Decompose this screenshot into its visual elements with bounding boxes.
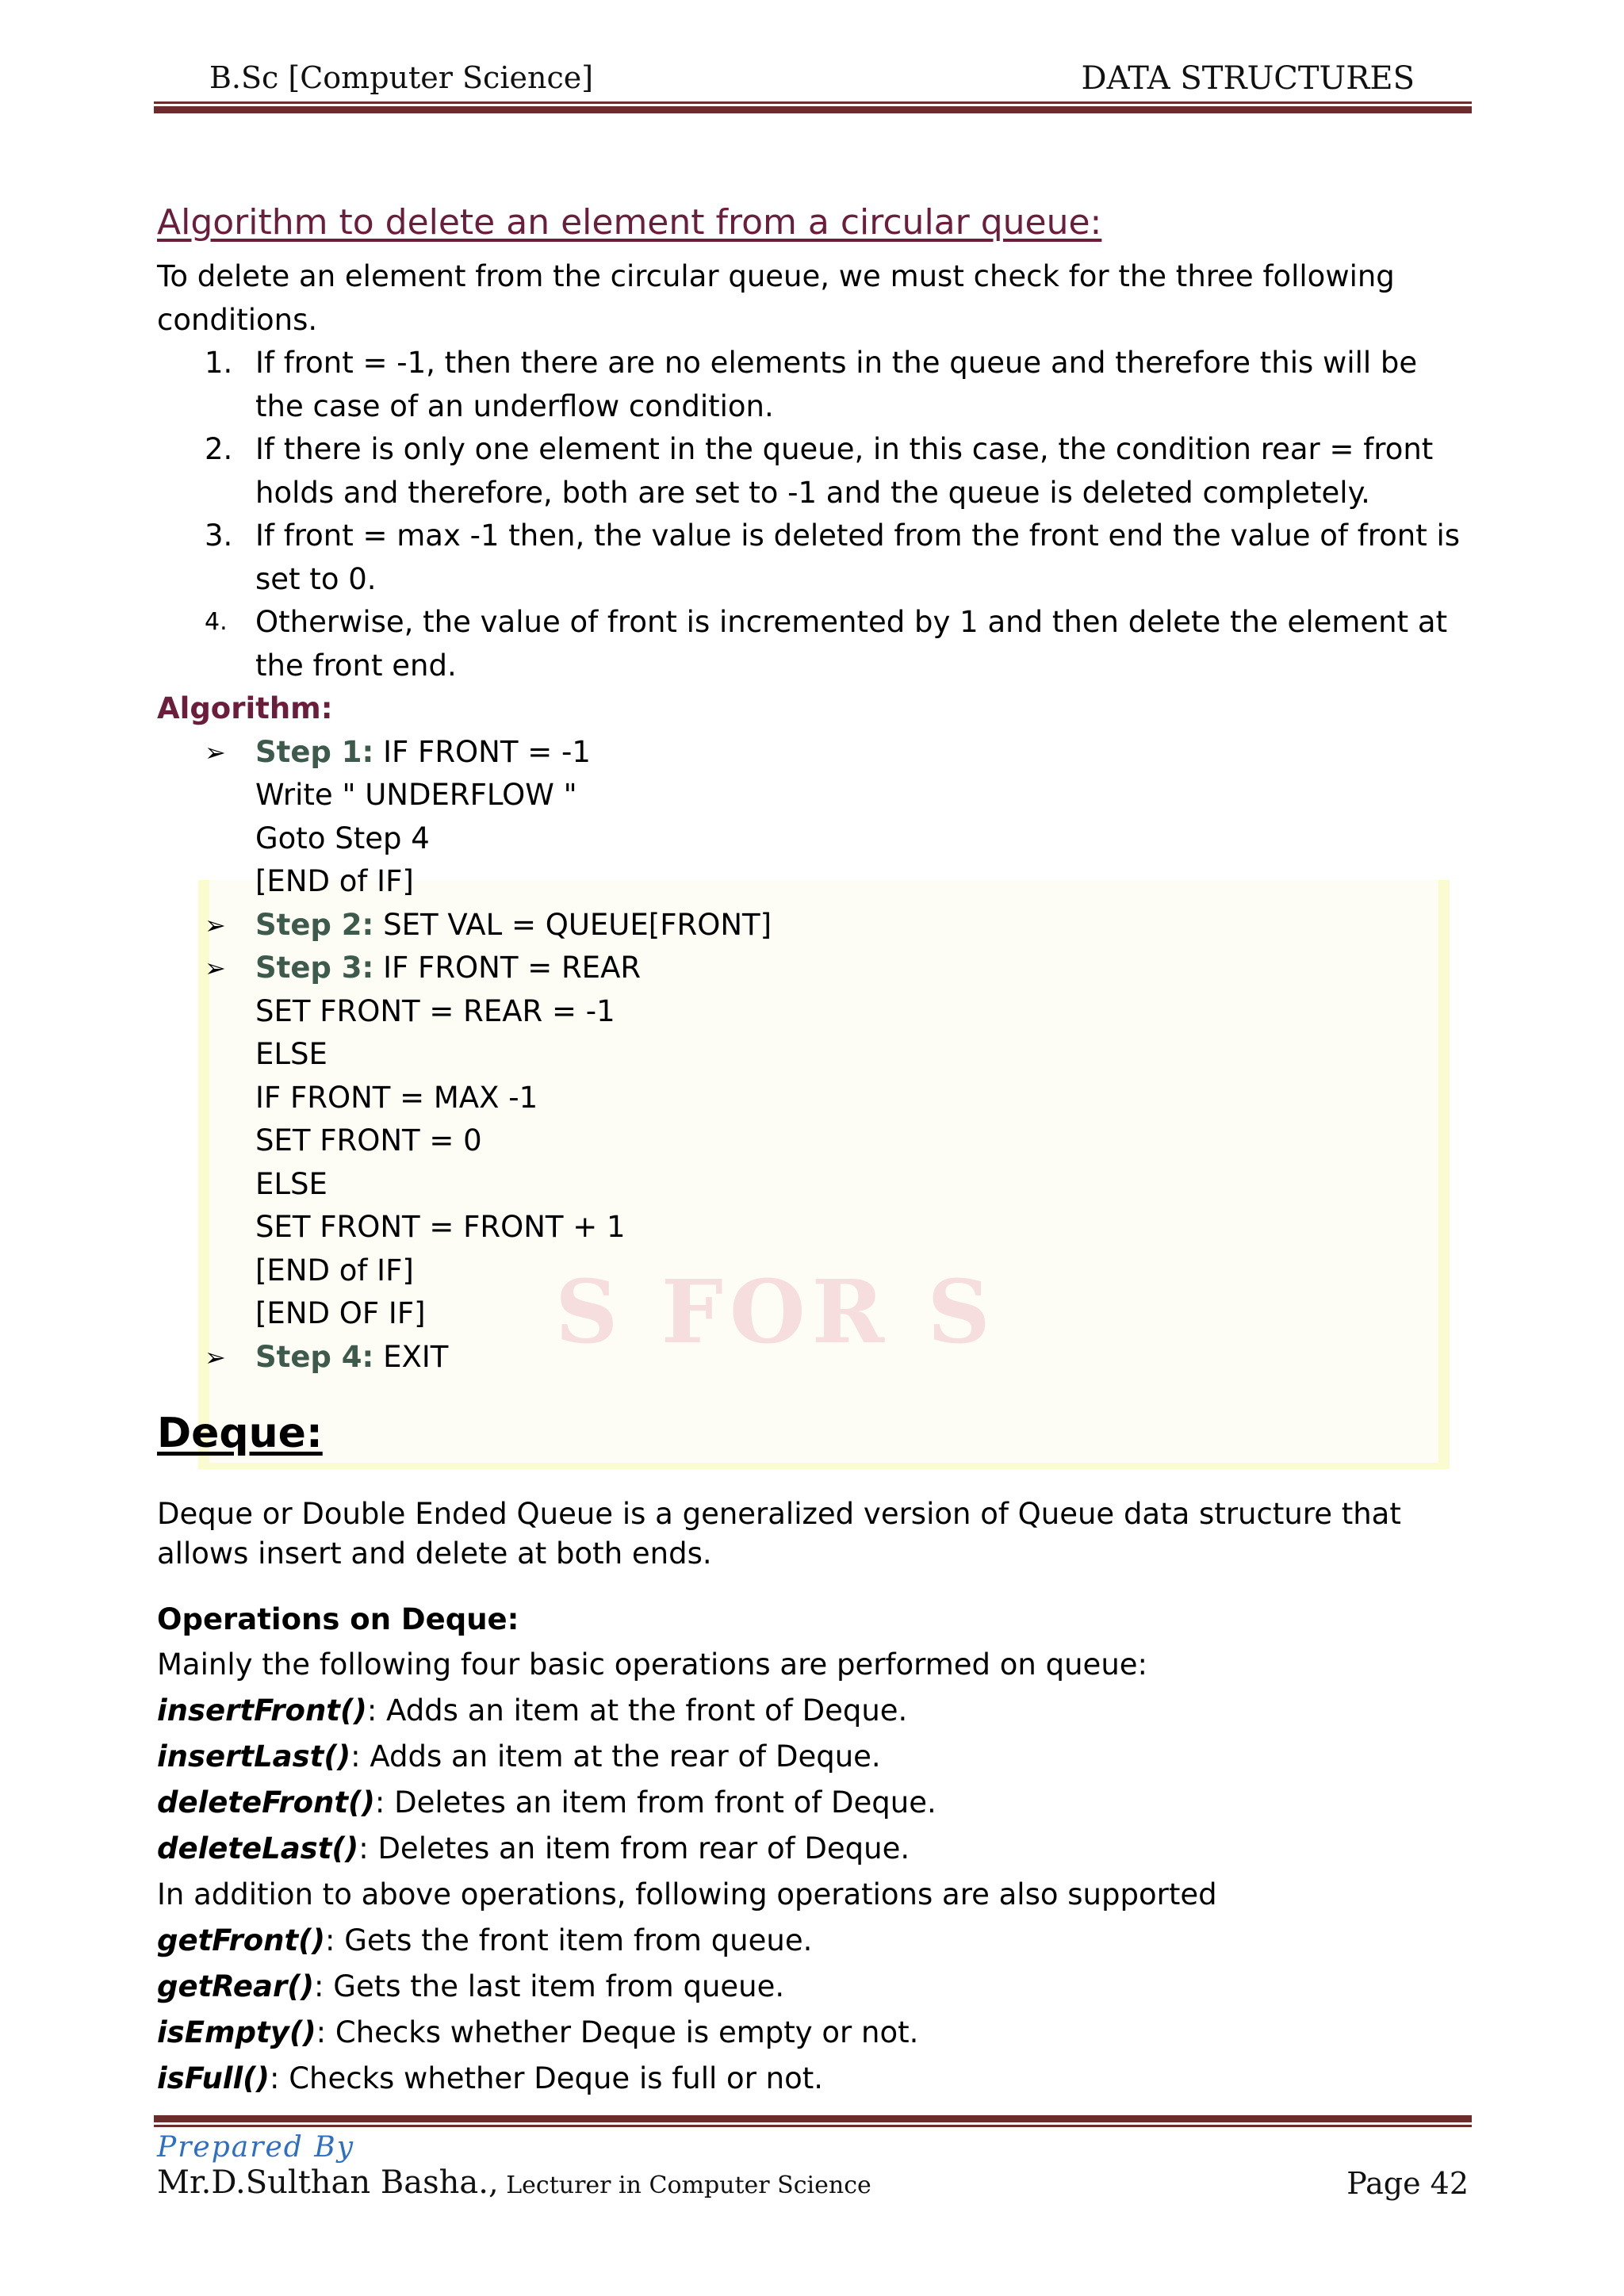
operation-name: getRear() [157,1969,315,2003]
operation-item [157,1688,1473,1734]
watermark-text: S FOR S [555,1261,997,1363]
condition-number: 2. [205,432,233,466]
footer-rule-thick [154,2115,1472,2122]
operation-desc: : Gets the last item from queue. [314,1969,785,2003]
operations-intro: Mainly the following four basic operations are performed on queue: [157,1647,1148,1682]
condition-text: If front = -1, then there are no elements in the queue and therefore this will be the case of an underflow condition. [255,346,1418,423]
footer-prepared-by: Prepared By [157,2131,355,2164]
operation-item [157,1734,1473,1780]
step-line: IF FRONT = MAX -1 [255,1080,538,1115]
operation-item [157,1826,1473,1872]
step-label: Step 2: [255,907,374,942]
intro-paragraph: To delete an element from the circular queue, we must check for the three following conditions. [157,259,1395,337]
condition-text: Otherwise, the value of front is incremented by 1 and then delete the element at the front end. [255,605,1448,683]
operation-item [157,2010,1473,2056]
arrow-bullet-icon: ➢ [205,737,226,767]
author-name: Mr.D.Sulthan Basha., [157,2164,499,2201]
operation-desc: : Checks whether Deque is empty or not. [316,2015,919,2049]
step-line: SET FRONT = 0 [255,1123,482,1158]
condition-item [157,515,1473,601]
operation-desc: : Gets the front item from queue. [325,1923,813,1957]
main-content [157,197,1473,2102]
algorithm-steps [157,731,1473,1380]
step-label: Step 4: [255,1339,374,1374]
operation-desc: : Adds an item at the rear of Deque. [350,1739,881,1774]
condition-item [157,601,1473,687]
condition-item [157,428,1473,515]
operation-item [157,1780,1473,1826]
operation-name: getFront() [157,1923,325,1957]
operation-desc: : Checks whether Deque is full or not. [269,2061,824,2095]
operation-desc: : Deletes an item from rear of Deque. [358,1831,910,1866]
step-line: [END OF IF] [255,1296,426,1330]
step-statement: SET VAL = QUEUE[FRONT] [373,907,772,942]
algorithm-step [157,1336,1473,1380]
algorithm-label: Algorithm: [157,691,333,725]
header-rule-thin [154,101,1472,104]
page-number: Page 42 [1346,2166,1469,2201]
operation-name: insertLast() [157,1739,351,1774]
footer-rule-thin [154,2125,1472,2127]
arrow-bullet-icon: ➢ [205,1341,226,1372]
step-label: Step 1: [255,734,374,769]
algorithm-step [157,947,1473,1336]
section-title-deque: Deque: [157,1410,323,1457]
condition-number: 1. [205,346,233,380]
conditions-list [157,342,1473,687]
operation-desc: : Adds an item at the front of Deque. [366,1693,908,1728]
algorithm-step [157,731,1473,904]
step-label: Step 3: [255,951,374,985]
footer-author [157,2164,871,2201]
operation-name: isEmpty() [157,2015,316,2049]
step-line: ELSE [255,1037,327,1071]
deque-description: Deque or Double Ended Queue is a generalized version of Queue data structure that allows insert and delete at both ends. [157,1497,1401,1571]
condition-number: 4. [205,608,228,636]
operation-name: insertFront() [157,1693,367,1728]
operation-desc: : Deletes an item from front of Deque. [374,1785,936,1820]
step-statement: IF FRONT = -1 [373,734,591,769]
operations-title: Operations on Deque: [157,1602,519,1636]
operation-item [157,1964,1473,2010]
step-line: [END of IF] [255,864,414,898]
operations-list [157,1642,1473,2102]
arrow-bullet-icon: ➢ [205,909,226,940]
step-line: SET FRONT = REAR = -1 [255,993,615,1028]
operation-item [157,2056,1473,2102]
arrow-bullet-icon: ➢ [205,953,226,983]
condition-item [157,342,1473,428]
header-subject: DATA STRUCTURES [1081,60,1415,97]
extra-operations-intro: In addition to above operations, following operations are also supported [157,1877,1217,1911]
condition-text: If there is only one element in the queue, in this case, the condition rear = front holds and therefore, both are set to -1 and the queue is deleted completely. [255,432,1434,510]
operation-name: deleteFront() [157,1785,375,1820]
section-title-delete-algorithm: Algorithm to delete an element from a circular queue: [157,202,1102,243]
step-statement: EXIT [373,1339,449,1374]
step-line: [END of IF] [255,1253,414,1288]
step-line: ELSE [255,1166,327,1201]
step-line: SET FRONT = FRONT + 1 [255,1210,626,1244]
step-statement: IF FRONT = REAR [373,951,642,985]
operation-name: deleteLast() [157,1831,359,1866]
author-role: Lecturer in Computer Science [498,2172,871,2199]
operation-name: isFull() [157,2061,270,2095]
condition-text: If front = max -1 then, the value is deleted from the front end the value of front is set to 0. [255,519,1461,596]
header-rule-thick [154,106,1472,113]
condition-number: 3. [205,519,233,553]
step-line: Write " UNDERFLOW " [255,778,577,812]
header-course: B.Sc [Computer Science] [209,60,594,95]
step-line: Goto Step 4 [255,821,430,855]
operation-item [157,1918,1473,1964]
algorithm-step [157,904,1473,947]
